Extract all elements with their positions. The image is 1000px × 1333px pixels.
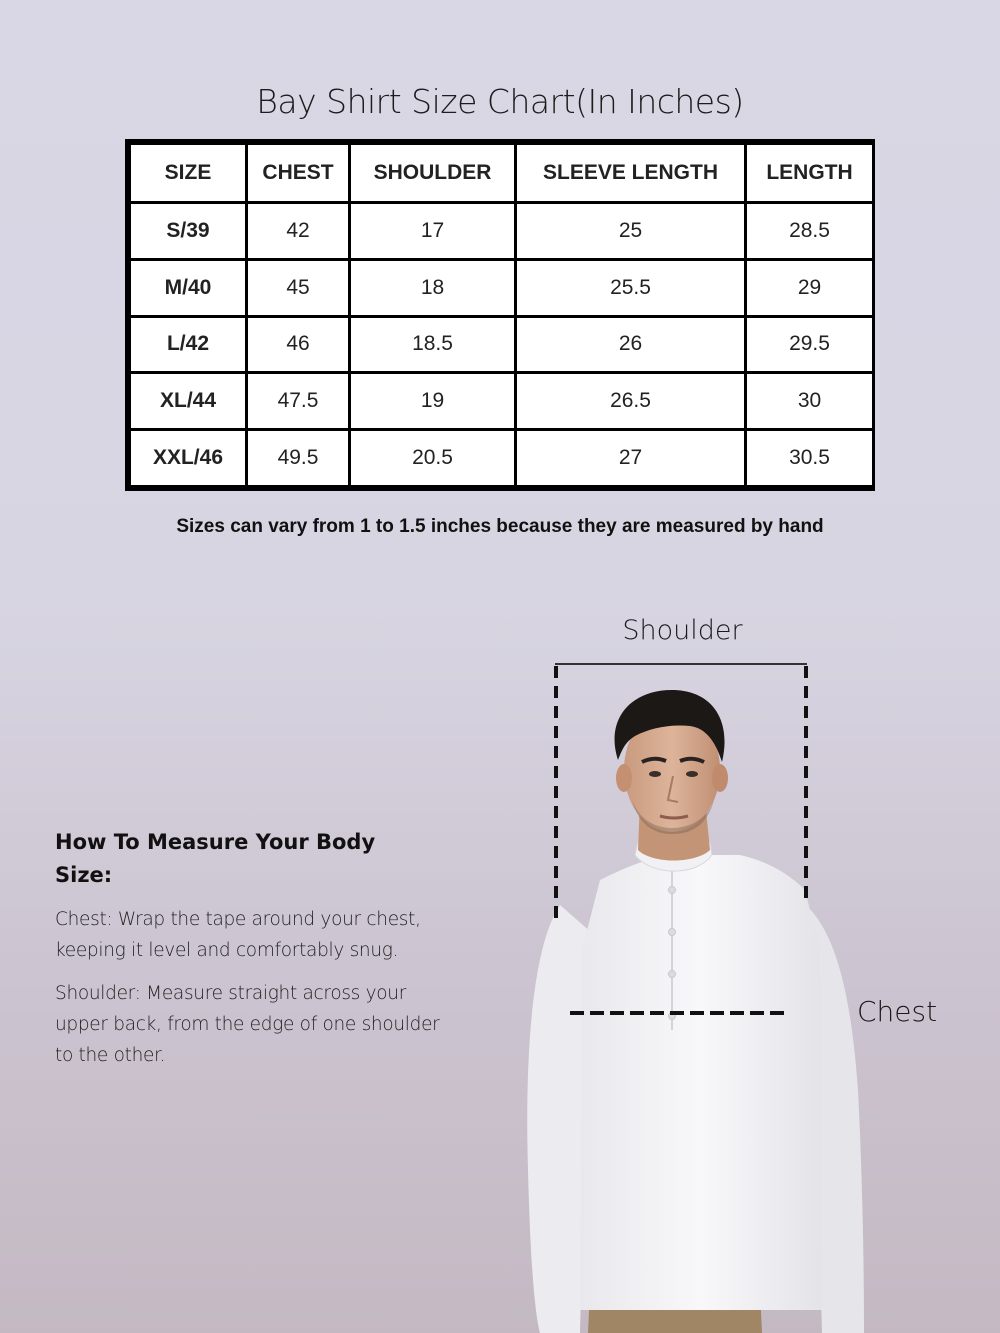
chest-label: Chest [857, 995, 938, 1028]
column-header-sleeve-length: SLEEVE LENGTH [516, 144, 746, 203]
length-cell: 29 [746, 259, 874, 316]
length-cell: 30.5 [746, 430, 874, 487]
shoulder-instruction: Shoulder: Measure straight across your upper back, from the edge of one shoulder to the other. [55, 983, 440, 1066]
how-to-measure [55, 826, 445, 1083]
column-header-chest: CHEST [247, 144, 350, 203]
length-cell: 29.5 [746, 316, 874, 373]
sleeve-length-cell: 27 [516, 430, 746, 487]
size-cell: L/42 [130, 316, 247, 373]
table-row [130, 203, 874, 260]
chest-cell: 47.5 [247, 373, 350, 430]
chest-instruction: Chest: Wrap the tape around your chest, keeping it level and comfortably snug. [55, 909, 421, 961]
column-header-shoulder: SHOULDER [350, 144, 516, 203]
table-row [130, 430, 874, 487]
shirt [580, 855, 822, 1310]
table-header-row [130, 144, 874, 203]
table-row [130, 373, 874, 430]
shoulder-cell: 19 [350, 373, 516, 430]
shoulder-cell: 17 [350, 203, 516, 260]
table-row [130, 259, 874, 316]
sleeve-length-cell: 26 [516, 316, 746, 373]
sleeve-length-cell: 25.5 [516, 259, 746, 316]
length-cell: 28.5 [746, 203, 874, 260]
chest-cell: 49.5 [247, 430, 350, 487]
column-header-length: LENGTH [746, 144, 874, 203]
size-chart [125, 139, 875, 491]
size-cell: S/39 [130, 203, 247, 260]
size-cell: XXL/46 [130, 430, 247, 487]
size-cell: M/40 [130, 259, 247, 316]
length-cell: 30 [746, 373, 874, 430]
page-title: Bay Shirt Size Chart(In Inches) [256, 82, 744, 121]
chest-cell: 42 [247, 203, 350, 260]
model-photo [500, 650, 970, 1333]
chest-cell: 46 [247, 316, 350, 373]
size-cell: XL/44 [130, 373, 247, 430]
shoulder-label: Shoulder [622, 615, 743, 646]
how-to-heading: How To Measure Your Body Size: [55, 830, 376, 887]
measurement-note: Sizes can vary from 1 to 1.5 inches because they are measured by hand [176, 516, 824, 537]
table-row [130, 316, 874, 373]
shoulder-cell: 20.5 [350, 430, 516, 487]
size-table [128, 142, 875, 488]
sleeve-length-cell: 26.5 [516, 373, 746, 430]
shoulder-cell: 18.5 [350, 316, 516, 373]
sleeve-length-cell: 25 [516, 203, 746, 260]
column-header-size: SIZE [130, 144, 247, 203]
shoulder-cell: 18 [350, 259, 516, 316]
chest-cell: 45 [247, 259, 350, 316]
